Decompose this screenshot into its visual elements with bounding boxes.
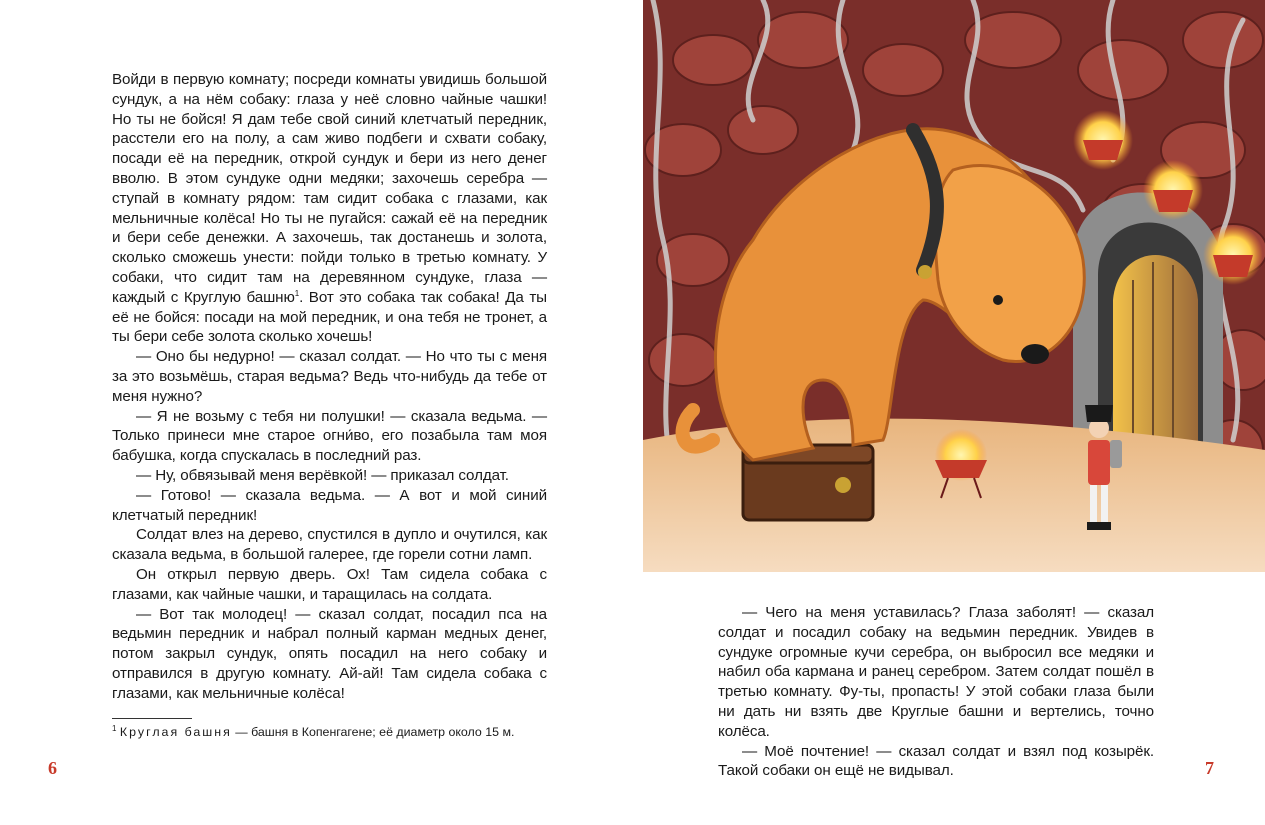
page-number-left: 6 xyxy=(48,758,57,778)
footnote-term: Круглая башня xyxy=(119,725,232,739)
paragraph: — Я не возьму с тебя ни полушки! — сказала ведьма. — Только принеси мне старое огни́во, его позабыла там моя бабушка, когда спускалась в последний раз. xyxy=(112,407,547,465)
footnote-divider xyxy=(112,718,192,719)
paragraph: — Вот так молодец! — сказал солдат, посадил пса на ведьмин передник и набрал полный карман медных денег, потом закрыл сундук, опять посадил на него собаку и отправился в другую комнату. Ай-ай! Там сидела собака с глазами, как мельничные колёса! xyxy=(112,605,547,702)
left-page-text xyxy=(112,70,547,704)
right-page xyxy=(633,0,1265,825)
paragraph: Войди в первую комнату; посреди комнаты увидишь большой сундук, а на нём собаку: глаза у неё словно чайные чашки! Но ты не бойся! Я дам тебе свой синий клетчатый передник, расстели его на полу, а сам живо подбеги и схвати собаку, посади её на передник, открой сундук и бери из него денег вволю. В этом сундуке одни медяки; захочешь серебра — ступай в комнату рядом: там сидит собака с глазами, как мельничные колёса! Но ты не пугайся: сажай её на передник и бери себе денежки. А захочешь, так достанешь и золота, сколько сможешь унести: пойди только в третью комнату. У собаки, что сидит там на деревянном сундуке, глаза — каждый с Круглую башню$^1$. Вот это собака так собака! Да ты её не бойся: посади на мой передник, и она тебя не тронет, а ты бери себе золота сколько хочешь! xyxy=(112,71,547,346)
right-page-text xyxy=(718,603,1154,781)
paragraph: — Моё почтение! — сказал солдат и взял под козырёк. Такой собаки он ещё не видывал. xyxy=(718,742,1154,780)
footnote xyxy=(112,724,547,741)
left-page xyxy=(0,0,632,825)
footnote-text: — башня в Копенгагене; её диаметр около 15 м. xyxy=(231,725,515,739)
paragraph: — Оно бы недурно! — сказал солдат. — Но что ты с меня за это возьмёшь, старая ведьма? Ведь что-нибудь да тебе от меня нужно? xyxy=(112,348,547,405)
paragraph: — Чего на меня уставилась? Глаза заболят! — сказал солдат и посадил собаку на ведьмин передник. Увидев в сундуке огромные кучи серебра, он выбросил все медяки и набил оба кармана и ранец серебром. Затем солдат пошёл в третью комнату. Фу-ты, пропасть! У этой собаки глаза были ни дать ни взять две Круглые башни и вертелись, точно колёса. xyxy=(718,604,1154,740)
paragraph: Солдат влез на дерево, спустился в дупло и очутился, как сказала ведьма, в большой галерее, где горели сотни ламп. xyxy=(112,526,547,564)
footnote-marker: 1 xyxy=(112,723,117,733)
page-number-right: 7 xyxy=(1205,758,1214,778)
paragraph: Он открыл первую дверь. Ох! Там сидела собака с глазами, как чайные чашки, и таращилась на солдата. xyxy=(112,565,547,603)
footnote-marker: 1 xyxy=(294,288,300,298)
paragraph: — Готово! — сказала ведьма. — А вот и мой синий клетчатый передник! xyxy=(112,486,547,524)
paragraph: — Ну, обвязывай меня верёвкой! — приказал солдат. xyxy=(136,466,509,484)
dog-illustration xyxy=(643,0,1265,572)
